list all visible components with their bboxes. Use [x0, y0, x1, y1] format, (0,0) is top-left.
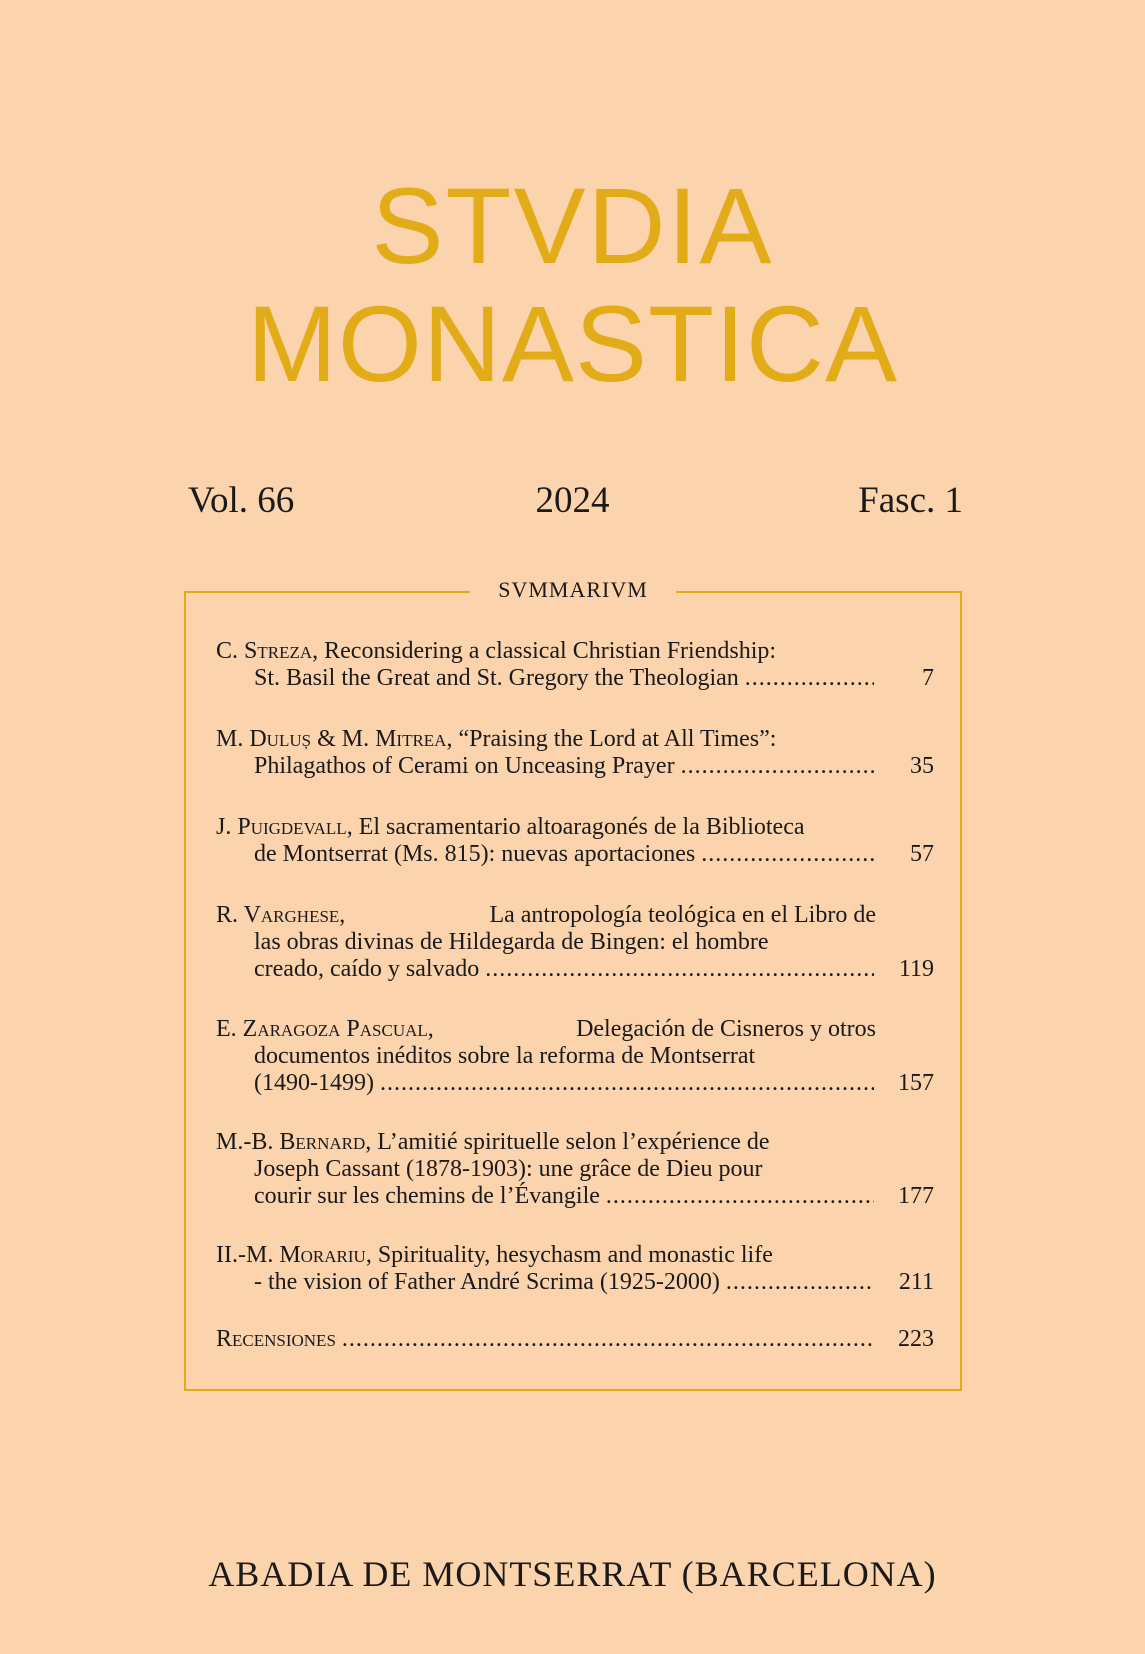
- entry-author: II.-M. Morariu,: [216, 1242, 372, 1268]
- leader-dots: [681, 753, 874, 780]
- entry-author: E. Zaragoza Pascual,: [216, 1016, 434, 1042]
- entry-page-number: 7: [922, 665, 934, 691]
- entry-title-line: La antropología teológica en el Libro de: [489, 902, 876, 928]
- toc-heading: [186, 579, 960, 601]
- toc-heading-text: SVMMARIVM: [470, 577, 676, 602]
- entry-title-line: Joseph Cassant (1878-1903): une grâce de Dieu pour: [254, 1156, 763, 1182]
- entry-title-line: - the vision of Father André Scrima (1925-2000): [254, 1269, 720, 1295]
- entry-title-line: documentos inéditos sobre la reforma de Montserrat: [254, 1043, 756, 1069]
- journal-title-line-2: MONASTICA: [246, 283, 899, 404]
- publisher: ABADIA DE MONTSERRAT (BARCELONA): [208, 1554, 937, 1594]
- entry-page-number: 57: [910, 841, 934, 867]
- toc-entry: [216, 902, 934, 983]
- leader-dots: [726, 1269, 874, 1296]
- entry-author: Recensiones: [216, 1326, 336, 1352]
- entry-title-line: Reconsidering a classical Christian Friendship:: [324, 638, 777, 664]
- entry-page-number: 35: [910, 753, 934, 779]
- volume-number: Vol. 66: [188, 480, 295, 521]
- entry-page-number: 157: [898, 1070, 934, 1096]
- entry-author: R. Varghese,: [216, 902, 346, 928]
- leader-dots: [342, 1326, 874, 1353]
- fascicle-number: Fasc. 1: [858, 480, 963, 521]
- entry-page-number: 211: [898, 1269, 934, 1295]
- entry-page-number: 177: [898, 1183, 934, 1209]
- entry-title-line: courir sur les chemins de l’Évangile: [254, 1183, 600, 1209]
- entry-title-line: “Praising the Lord at All Times”:: [458, 726, 777, 752]
- entry-title-line: St. Basil the Great and St. Gregory the Theologian: [254, 665, 739, 691]
- entry-title-line: Spirituality, hesychasm and monastic life: [377, 1242, 773, 1268]
- entry-title-line: de Montserrat (Ms. 815): nuevas aportaciones: [254, 841, 696, 867]
- entry-title-line: creado, caído y salvado: [254, 956, 480, 982]
- toc-entry: [216, 814, 934, 868]
- table-of-contents: [184, 577, 962, 1391]
- entry-page-number: 119: [898, 956, 934, 982]
- leader-dots: [380, 1070, 874, 1097]
- leader-dots: [606, 1183, 874, 1210]
- entry-author: M. Duluș & M. Mitrea,: [216, 726, 453, 752]
- leader-dots: [745, 665, 874, 692]
- issue-year: 2024: [535, 480, 610, 521]
- leader-dots: [485, 956, 874, 983]
- toc-entry: [216, 1326, 934, 1353]
- entry-title-line: L’amitié spirituelle selon l’expérience de: [377, 1129, 770, 1155]
- entry-author: C. Streza,: [216, 638, 319, 664]
- entry-title-line: Delegación de Cisneros y otros: [576, 1016, 876, 1042]
- entry-title-line: las obras divinas de Hildegarda de Bingen: el hombre: [254, 929, 769, 955]
- toc-entry: [216, 726, 934, 780]
- entry-page-number: 223: [898, 1326, 934, 1352]
- toc-entry: [216, 1016, 934, 1097]
- toc-entry: [216, 638, 934, 692]
- entry-author: J. Puigdevall,: [216, 814, 353, 840]
- entry-author: M.-B. Bernard,: [216, 1129, 372, 1155]
- toc-entry: [216, 1129, 934, 1210]
- journal-title-line-1: STVDIA: [371, 165, 774, 286]
- entry-title-line: (1490-1499): [254, 1070, 374, 1096]
- toc-entry: [216, 1242, 934, 1296]
- entry-title-line: El sacramentario altoaragonés de la Biblioteca: [358, 814, 805, 840]
- entry-title-line: Philagathos of Cerami on Unceasing Prayer: [254, 753, 675, 779]
- leader-dots: [701, 841, 874, 868]
